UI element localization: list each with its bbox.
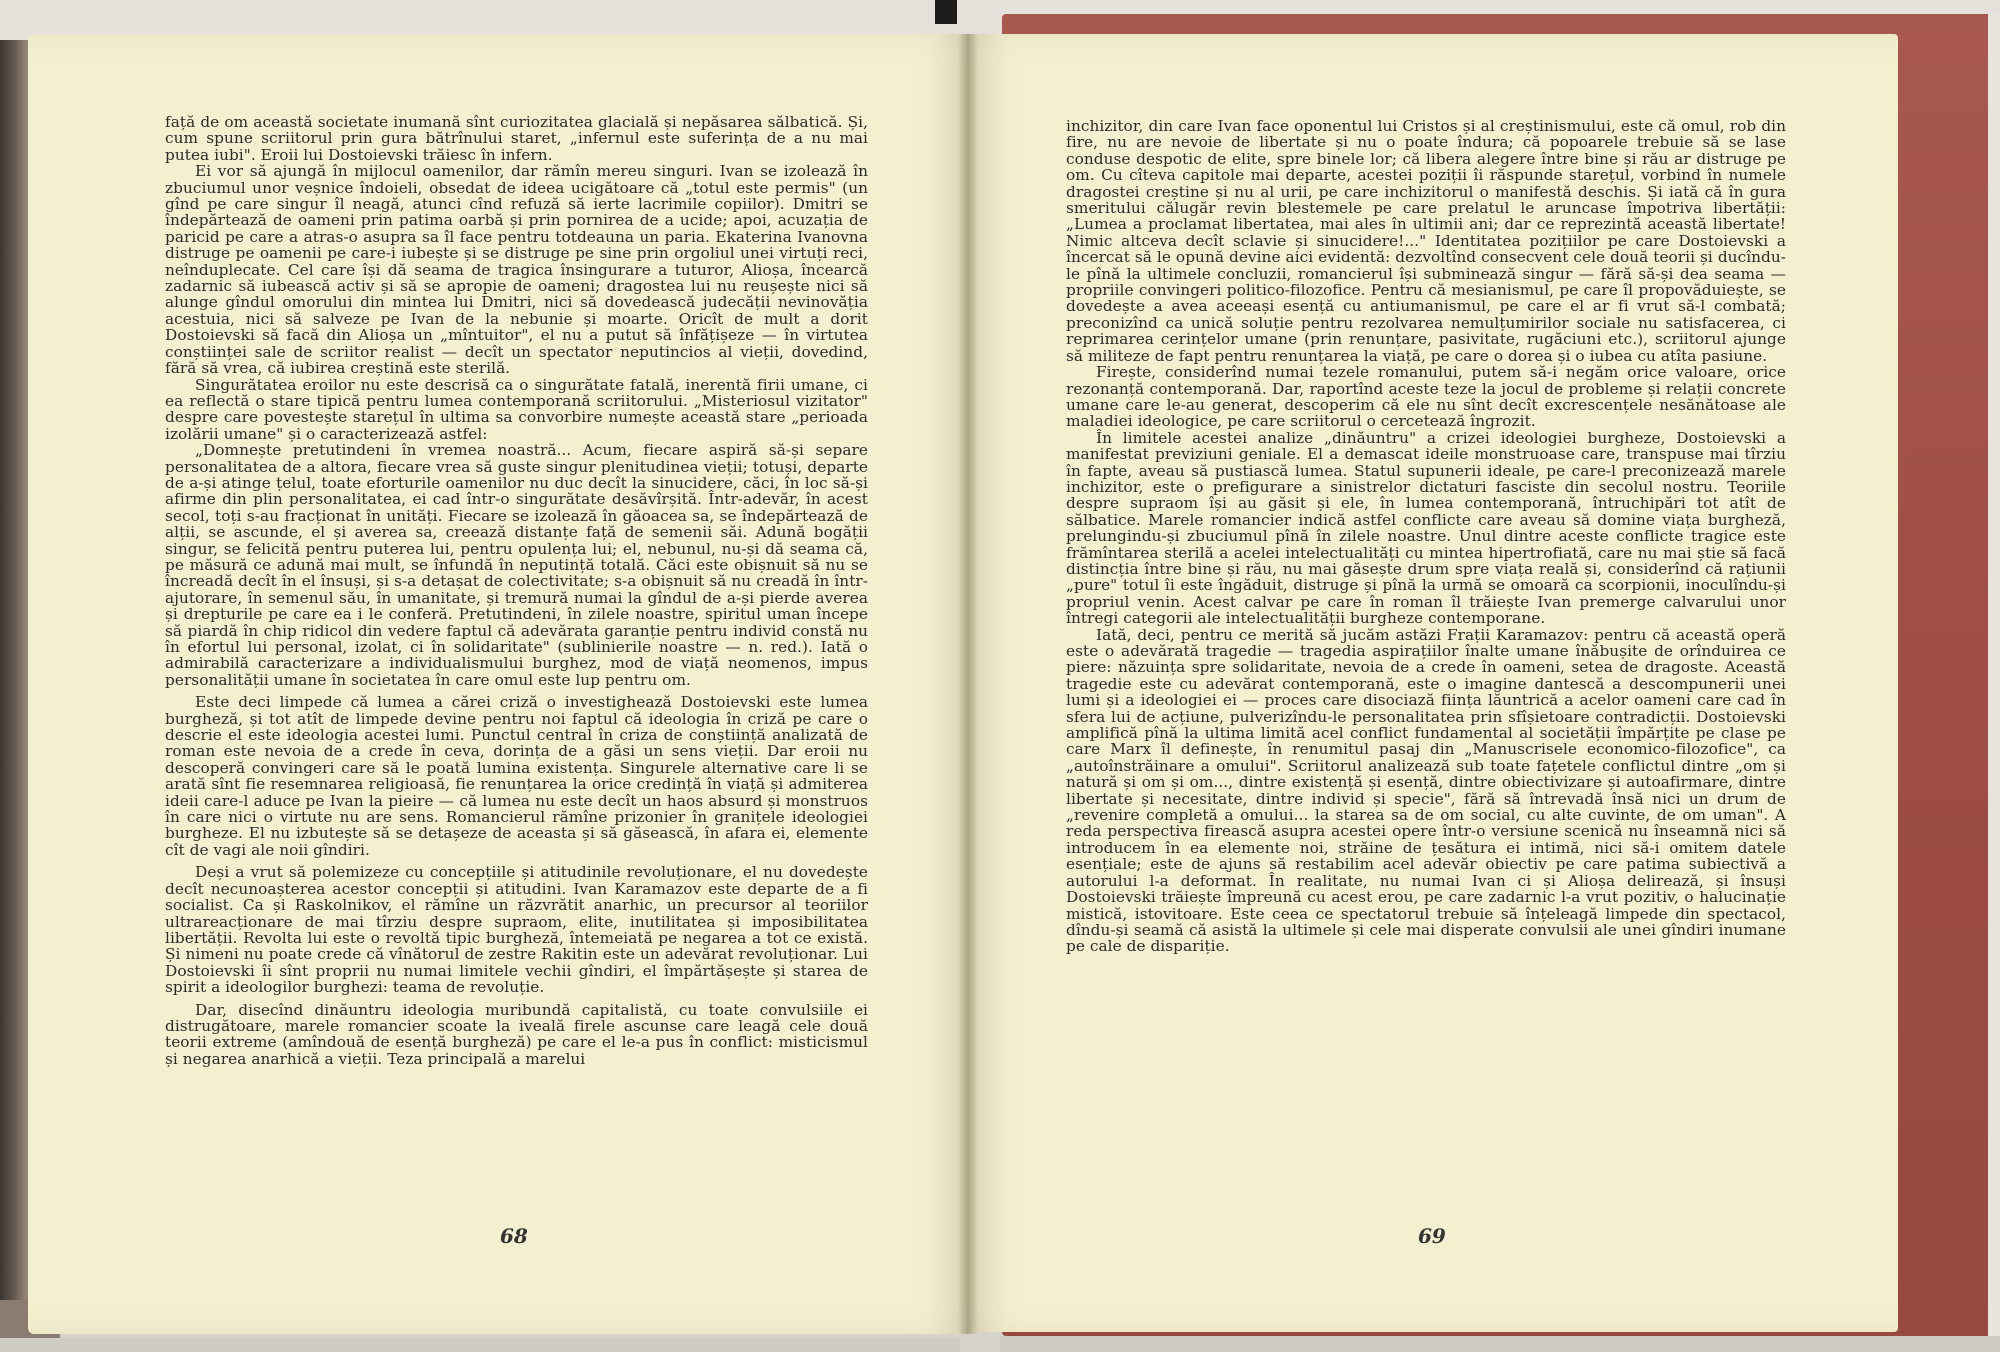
background-strip bbox=[1988, 14, 2000, 1336]
bottom-surface-right bbox=[1000, 1336, 2000, 1352]
paragraph: Dar, disecînd dinăuntru ideologia muribundă capitalistă, cu toate convulsiile ei distrugătoare, marele romancier scoate la iveală firele ascunse care leagă cele două teorii extreme (amîndouă de esență burgheză) pe care el le-a pus în conflict: misticismul și negarea anarhică a vieții. Teza principală a marelui bbox=[165, 1000, 868, 1068]
paragraph: Iată, deci, pentru ce merită să jucăm astăzi Frații Karamazov: pentru că această operă este o adevărată tragedie — tragedia aspirațiilor înalte umane înăbușite de orînduirea ce piere: năzuința spre solidaritate, nevoia de a crede în oameni, setea de dragoste. Această tragedie este cu adevărat contemporană, este o imagine dantescă a descompunerii unei lumi și a ideologiei ei — proces care disociază ființa lăuntrică a acelor oameni care cad în sfera lui de acțiune, pulverizîndu-le personalitatea prin sfîșietoare contradicții. Dostoievski amplifică pînă la ultima limită acel conflict fundamental al societății împărțite pe clase pe care Marx îl definește, în renumitul pasaj din „Manuscrisele economico-filozofice", ca „autoînstrăinare a omului". Scriitorul analizează sub toate fațetele conflictul dintre „om și natură și om și om..., dintre existență și esență, dintre obiectivizare și autoafirmare, dintre libertate și necesitate, dintre individ și specie", fără să întrevadă însă nici un drum de „revenire completă a omului... la starea sa de om social, cu alte cuvinte, de om uman". A reda perspectiva firească asupra acestei opere într-o versiune scenică nu înseamnă nici să introducem în ea elemente noi, străine de țesătura ei intimă, nici să-i omitem datele esențiale; este de ajuns să restabilim acel adevăr obiectiv pe care patima subiectivă a autorului l-a deformat. În realitate, nu numai Ivan ci și Alioșa delirează, și însuși Dostoievski trăiește împreună cu acest erou, pe care zadarnic l-a vrut pozitiv, o halucinație mistică, istovitoare. Este ceea ce spectatorul trebuie să înțeleagă limpede din spectacol, dîndu-și seamă că asistă la ultimele și cele mai disperate convulsii ale unei gîndiri inumane pe cale de dispariție. bbox=[1066, 625, 1786, 956]
right-page-text bbox=[1066, 118, 1786, 955]
page-number-right: 69 bbox=[1418, 1224, 1446, 1248]
paragraph: Ei vor să ajungă în mijlocul oamenilor, dar rămîn mereu singuri. Ivan se izolează în zbuciumul unor veșnice îndoieli, obsedat de ideea ucigătoare că „totul este permis" (un gînd pe care singur îl neagă, atunci cînd refuză să ierte lacrimile copiilor). Dmitri se îndepărtează de oameni prin patima oarbă și prin pornirea de a ucide; apoi, acuzația de paricid pe care a atras-o asupra sa îl face pentru totdeauna un paria. Ekaterina Ivanovna distruge pe oamenii pe care-i iubește și se distruge pe sine prin orgoliul unei virtuți reci, neînduplecate. Cel care își dă seama de tragica însingurare a tuturor, Alioșa, încearcă zadarnic să iubească activ și să se apropie de oameni; dragostea lui nu reușește nici să alunge gîndul omorului din mintea lui Dmitri, nici să dovedească judecății nevinovăția acestuia, nici să salveze pe Ivan de la nebunie și moarte. Oricît de mult a dorit Dostoievski să facă din Alioșa un „mîntuitor", el nu a putut să înfățișeze — în virtutea conștiinței sale de scriitor realist — decît un spectator neputincios al vieții, dovedind, fără să vrea, că iubirea creștină este sterilă. bbox=[165, 162, 868, 378]
paragraph: Singurătatea eroilor nu este descrisă ca o singurătate fatală, inerentă firii umane, ci ea reflectă o stare tipică pentru lumea contemporană scriitorului. „Misteriosul vizitator" despre care povestește starețul în ultima sa convorbire numește această stare „perioada izolării umane" și o caracterizează astfel: bbox=[165, 375, 868, 443]
page-number-left: 68 bbox=[500, 1224, 528, 1248]
paragraph: inchizitor, din care Ivan face oponentul lui Cristos și al creștinismului, este că omul, rob din fire, nu are nevoie de libertate și nu o poate îndura; că popoarele trebuie să se lase conduse despotic de elite, spre binele lor; că libera alegere între bine și rău ar distruge pe om. Cu cîteva capitole mai departe, acestei poziții îi răspunde starețul, vorbind în numele dragostei creștine și nu al urii, pe care inchizitorul o manifestă deschis. Și iată că în gura smeritului călugăr revin blestemele pe care prelatul le aruncase împotriva libertății: „Lumea a proclamat libertatea, mai ales în ultimii ani; dar ce reprezintă această libertate! Nimic altceva decît sclavie și sinucidere!..." Identitatea pozițiilor pe care Dostoievski a încercat să le opună devine aici evidentă: dezvoltînd consecvent cele două teorii și ducîndu-le pînă la ultimele concluzii, romancierul își subminează singur — fără să-și dea seama — propriile convingeri politico-filozofice. Pentru că mesianismul, pe care îl propovăduiește, se dovedește a avea aceeași esență cu antiumanismul, pe care el ar fi vrut să-l combată; preconizînd ca unică soluție pentru rezolvarea nemulțumirilor sociale nu satisfacerea, ci reprimarea cerințelor umane (prin renunțare, pasivitate, rugăciuni etc.), scriitorul ajunge să militeze de fapt pentru renunțarea la viață, pe care o dorea și o iubea cu atîta pasiune. bbox=[1066, 117, 1786, 365]
dark-corner-block bbox=[935, 0, 957, 24]
paragraph: În limitele acestei analize „dinăuntru" a crizei ideologiei burgheze, Dostoievski a manifestat previziuni geniale. El a demascat ideile monstruoase care, transpuse mai tîrziu în fapte, aveau să pustiască lumea. Statul supunerii ideale, pe care-l preconizează marele inchizitor, este o prefigurare a sinistrelor dictaturi fasciste din secolul nostru. Teoriile despre supraom își au găsit și ele, în lumea contemporană, întruchipări tot atît de sălbatice. Marele romancier indică astfel conflicte care aveau să domine viața burgheză, prelungindu-și zbuciumul pînă în zilele noastre. Unul dintre aceste conflicte tragice este frămîntarea sterilă a acelei intelectualități cu mintea hipertrofiată, care nu mai știe să facă distincția între bine și rău, nu mai găsește drum spre viața reală și, considerînd că rațiunii „pure" totul îi este îngăduit, distruge și pînă la urmă se omoară ca scorpionii, inoculîndu-și propriul venin. Acest calvar pe care în roman îl trăiește Ivan premerge calvarului unor întregi categorii ale intelectualității burgheze contemporane. bbox=[1066, 428, 1786, 628]
paragraph: Deși a vrut să polemizeze cu concepțiile și atitudinile revoluționare, el nu dovedește decît necunoașterea acestor concepții și atitudini. Ivan Karamazov este departe de a fi socialist. Ca și Raskolnikov, el rămîne un răzvrătit anarhic, un precursor al teoriilor ultrareacționare de mai tîrziu despre supraom, elite, inutilitatea și imposibilitatea libertății. Revolta lui este o revoltă tipic burgheză, întemeiată pe negarea a tot ce există. Și nimeni nu poate crede că vînătorul de zestre Rakitin este un adevărat revoluționar. Lui Dostoievski îi sînt proprii nu numai limitele vechii gîndiri, el împărtășește și starea de spirit a ideologilor burghezi: teama de revoluție. bbox=[165, 863, 868, 997]
paragraph: Este deci limpede că lumea a cărei criză o investighează Dostoievski este lumea burgheză, și tot atît de limpede devine pentru noi faptul că ideologia în criză pe care o descrie el este ideologia acestei lumi. Punctul central în criza de conștiință analizată de roman este nevoia de a crede în ceva, dorința de a găsi un sens vieții. Dar eroii nu descoperă convingeri care să le poată lumina existența. Singurele alternative care li se arată sînt fie resemnarea religioasă, fie renunțarea la orice credință în viață și admiterea ideii care-l aduce pe Ivan la pieire — că lumea nu este decît un haos absurd și monstruos în care nici o virtute nu are sens. Romancierul rămîne prizonier în granițele ideologiei burgheze. El nu izbutește să se detașeze de aceasta și să găsească, în afara ei, elemente cît de vagi ale noii gîndiri. bbox=[165, 693, 868, 859]
bottom-surface-left bbox=[0, 1338, 960, 1352]
paragraph: față de om această societate inumană sînt curiozitatea glacială și nepăsarea sălbatică. Și, cum spune scriitorul prin gura bătrînului staret, „infernul este suferința de a nu mai putea iubi". Eroii lui Dostoievski trăiesc în infern. bbox=[165, 113, 868, 164]
left-page-text bbox=[165, 114, 868, 1067]
book-gutter bbox=[958, 34, 978, 1334]
paragraph: Firește, considerînd numai tezele romanului, putem să-i negăm orice valoare, orice rezonanță contemporană. Dar, raportînd aceste teze la jocul de probleme și relații concrete umane care le-au generat, descoperim că ele nu sînt decît excrescențele nesănătoase ale maladiei ideologice, pe care scriitorul o cercetează îngrozit. bbox=[1066, 363, 1786, 431]
paragraph: „Domnește pretutindeni în vremea noastră... Acum, fiecare aspiră să-și separe personalitatea de a altora, fiecare vrea să guste singur plenitudinea vieții; totuși, departe de a-și atinge țelul, toate eforturile oamenilor nu duc decît la sinucidere, căci, în loc să-și afirme din plin personalitatea, ei cad într-o singurătate desăvîrșită. Într-adevăr, în acest secol, toți s-au fracționat în unități. Fiecare se izolează în găoacea sa, se îndepărtează de alții, se ascunde, el și averea sa, creează distanțe față de semenii săi. Adună bogății singur, se felicită pentru puterea lui, pentru opulența lui; el, nebunul, nu-și dă seama că, pe măsură ce adună mai mult, se înfundă în neputință totală. Căci este obișnuit să nu se încreadă decît în el însuși, și s-a detașat de colectivitate; s-a obișnuit să nu creadă în într-ajutorare, în semenul său, în umanitate, și tremură numai la gîndul de a-și pierde averea și drepturile pe care ea i le conferă. Pretutindeni, în zilele noastre, spiritul uman începe să piardă în chip ridicol din vedere faptul că adevărata garanție pentru individ constă nu în efortul lui personal, izolat, ci în solidaritate" (sublinierile noastre — n. red.). Iată o admirabilă caracterizare a individualismului burghez, mod de viață neomenos, impus personalității umane în societatea în care omul este lup pentru om. bbox=[165, 441, 868, 689]
